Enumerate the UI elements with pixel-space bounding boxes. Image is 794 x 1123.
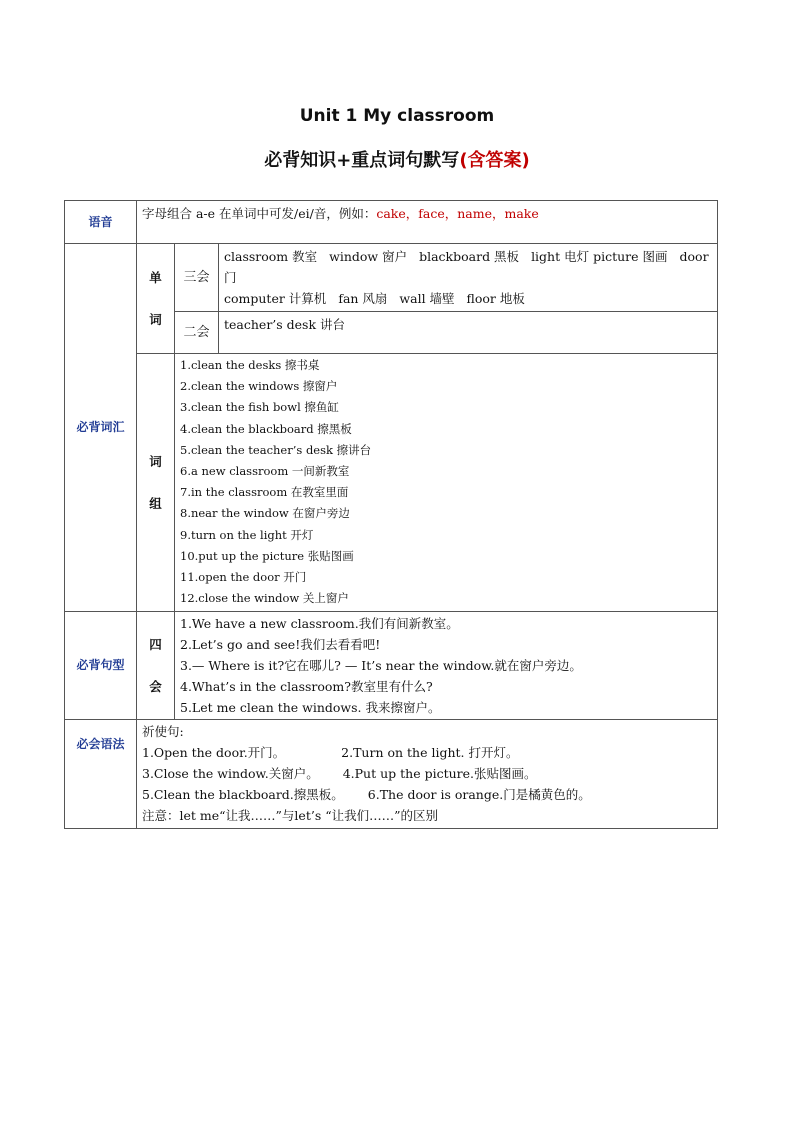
grammar-example: 4.Put up the picture.张贴图画。 <box>342 766 537 782</box>
sentence-item: 3.— Where is it?它在哪儿? — It’s near the window.就在窗户旁边。 <box>180 658 582 674</box>
grammar-row <box>65 720 718 829</box>
grammar-note: 注意：let me“让我……”与let’s “让我们……”的区别 <box>142 808 438 824</box>
level-three-label: 三会 <box>175 244 219 312</box>
phonics-label: 语音 <box>65 201 137 244</box>
vocab-label: 必背词汇 <box>65 244 137 612</box>
level-two-label: 二会 <box>175 312 219 354</box>
grammar-line-2 <box>142 763 712 784</box>
phrase-item: 11.open the door 开门 <box>180 570 307 585</box>
grammar-line-1 <box>142 742 712 763</box>
grammar-label: 必会语法 <box>65 720 137 829</box>
words-label-char-2: 词 <box>149 311 162 327</box>
word-item: light 电灯 picture 图画 <box>531 249 668 264</box>
word-item: fan 风扇 <box>338 291 388 306</box>
word-item: floor 地板 <box>466 291 525 306</box>
sentence-item: 1.We have a new classroom.我们有间新教室。 <box>180 616 459 632</box>
phrase-item: 4.clean the blackboard 擦黑板 <box>180 421 352 436</box>
word-item: window 窗户 <box>329 249 408 264</box>
phonics-intro: 字母组合 a-e 在单词中可发/ei/音，例如： <box>142 206 377 221</box>
grammar-example: 1.Open the door.开门。 <box>142 745 286 761</box>
phrases-list <box>175 354 718 612</box>
word-item: classroom 教室 <box>224 249 318 264</box>
phrase-item: 7.in the classroom 在教室里面 <box>180 485 349 500</box>
subtitle-main: 必背知识+重点词句默写 <box>264 150 460 171</box>
phrase-item: 12.close the window 关上窗户 <box>180 591 349 606</box>
sentences-row <box>65 612 718 720</box>
words-label-char-1: 单 <box>149 269 162 285</box>
sentences-level-char-1: 四 <box>149 636 162 652</box>
grammar-content <box>137 720 718 829</box>
word-item: blackboard 黑板 <box>419 249 520 264</box>
three-words-line-1 <box>224 246 712 288</box>
phrase-item: 1.clean the desks 擦书桌 <box>180 358 320 372</box>
phrase-item: 5.clean the teacher’s desk 擦讲台 <box>180 442 372 457</box>
phrases-label <box>137 354 175 612</box>
words-label <box>137 244 175 354</box>
vocab-three-row <box>65 244 718 312</box>
sentences-level-char-2: 会 <box>149 678 162 694</box>
three-words <box>219 244 718 312</box>
sentences-label: 必背句型 <box>65 612 137 720</box>
knowledge-table <box>64 200 718 829</box>
word-item: wall 墙壁 <box>399 291 455 306</box>
phrases-label-char-2: 组 <box>149 495 162 511</box>
sentences-list <box>175 612 718 720</box>
sentences-level <box>137 612 175 720</box>
sentence-item: 4.What’s in the classroom?教室里有什么? <box>180 679 433 695</box>
page-title: Unit 1 My classroom <box>299 106 495 126</box>
phrases-row <box>65 354 718 612</box>
phrase-item: 10.put up the picture 张贴图画 <box>180 548 354 563</box>
phrase-item: 3.clean the fish bowl 擦鱼缸 <box>180 400 339 415</box>
phrase-item: 6.a new classroom 一间新教室 <box>180 464 350 479</box>
subtitle-answer: (含答案) <box>459 150 530 171</box>
word-item: computer 计算机 <box>224 291 327 306</box>
phonics-content <box>137 201 718 244</box>
sentence-item: 5.Let me clean the windows. 我来擦窗户。 <box>180 700 441 716</box>
two-words: teacher’s desk 讲台 <box>219 312 718 354</box>
three-words-line-2 <box>224 288 712 309</box>
page-subtitle <box>0 146 794 172</box>
phrases-label-char-1: 词 <box>149 453 162 469</box>
phrase-item: 9.turn on the light 开灯 <box>180 527 314 542</box>
grammar-example: 5.Clean the blackboard.擦黑板。 <box>142 787 344 803</box>
grammar-example: 6.The door is orange.门是橘黄色的。 <box>367 787 591 803</box>
grammar-example: 2.Turn on the light. 打开灯。 <box>341 745 519 761</box>
phrase-item: 8.near the window 在窗户旁边 <box>180 506 350 521</box>
word-item: door 门 <box>224 249 709 285</box>
phrase-item: 2.clean the windows 擦窗户 <box>180 379 338 394</box>
phonics-row <box>65 201 718 244</box>
grammar-heading: 祈使句: <box>142 724 184 740</box>
grammar-line-3 <box>142 784 712 805</box>
phonics-examples: cake，face，name，make <box>376 206 539 221</box>
sentence-item: 2.Let’s go and see!我们去看看吧! <box>180 637 381 653</box>
grammar-example: 3.Close the window.关窗户。 <box>142 766 319 782</box>
